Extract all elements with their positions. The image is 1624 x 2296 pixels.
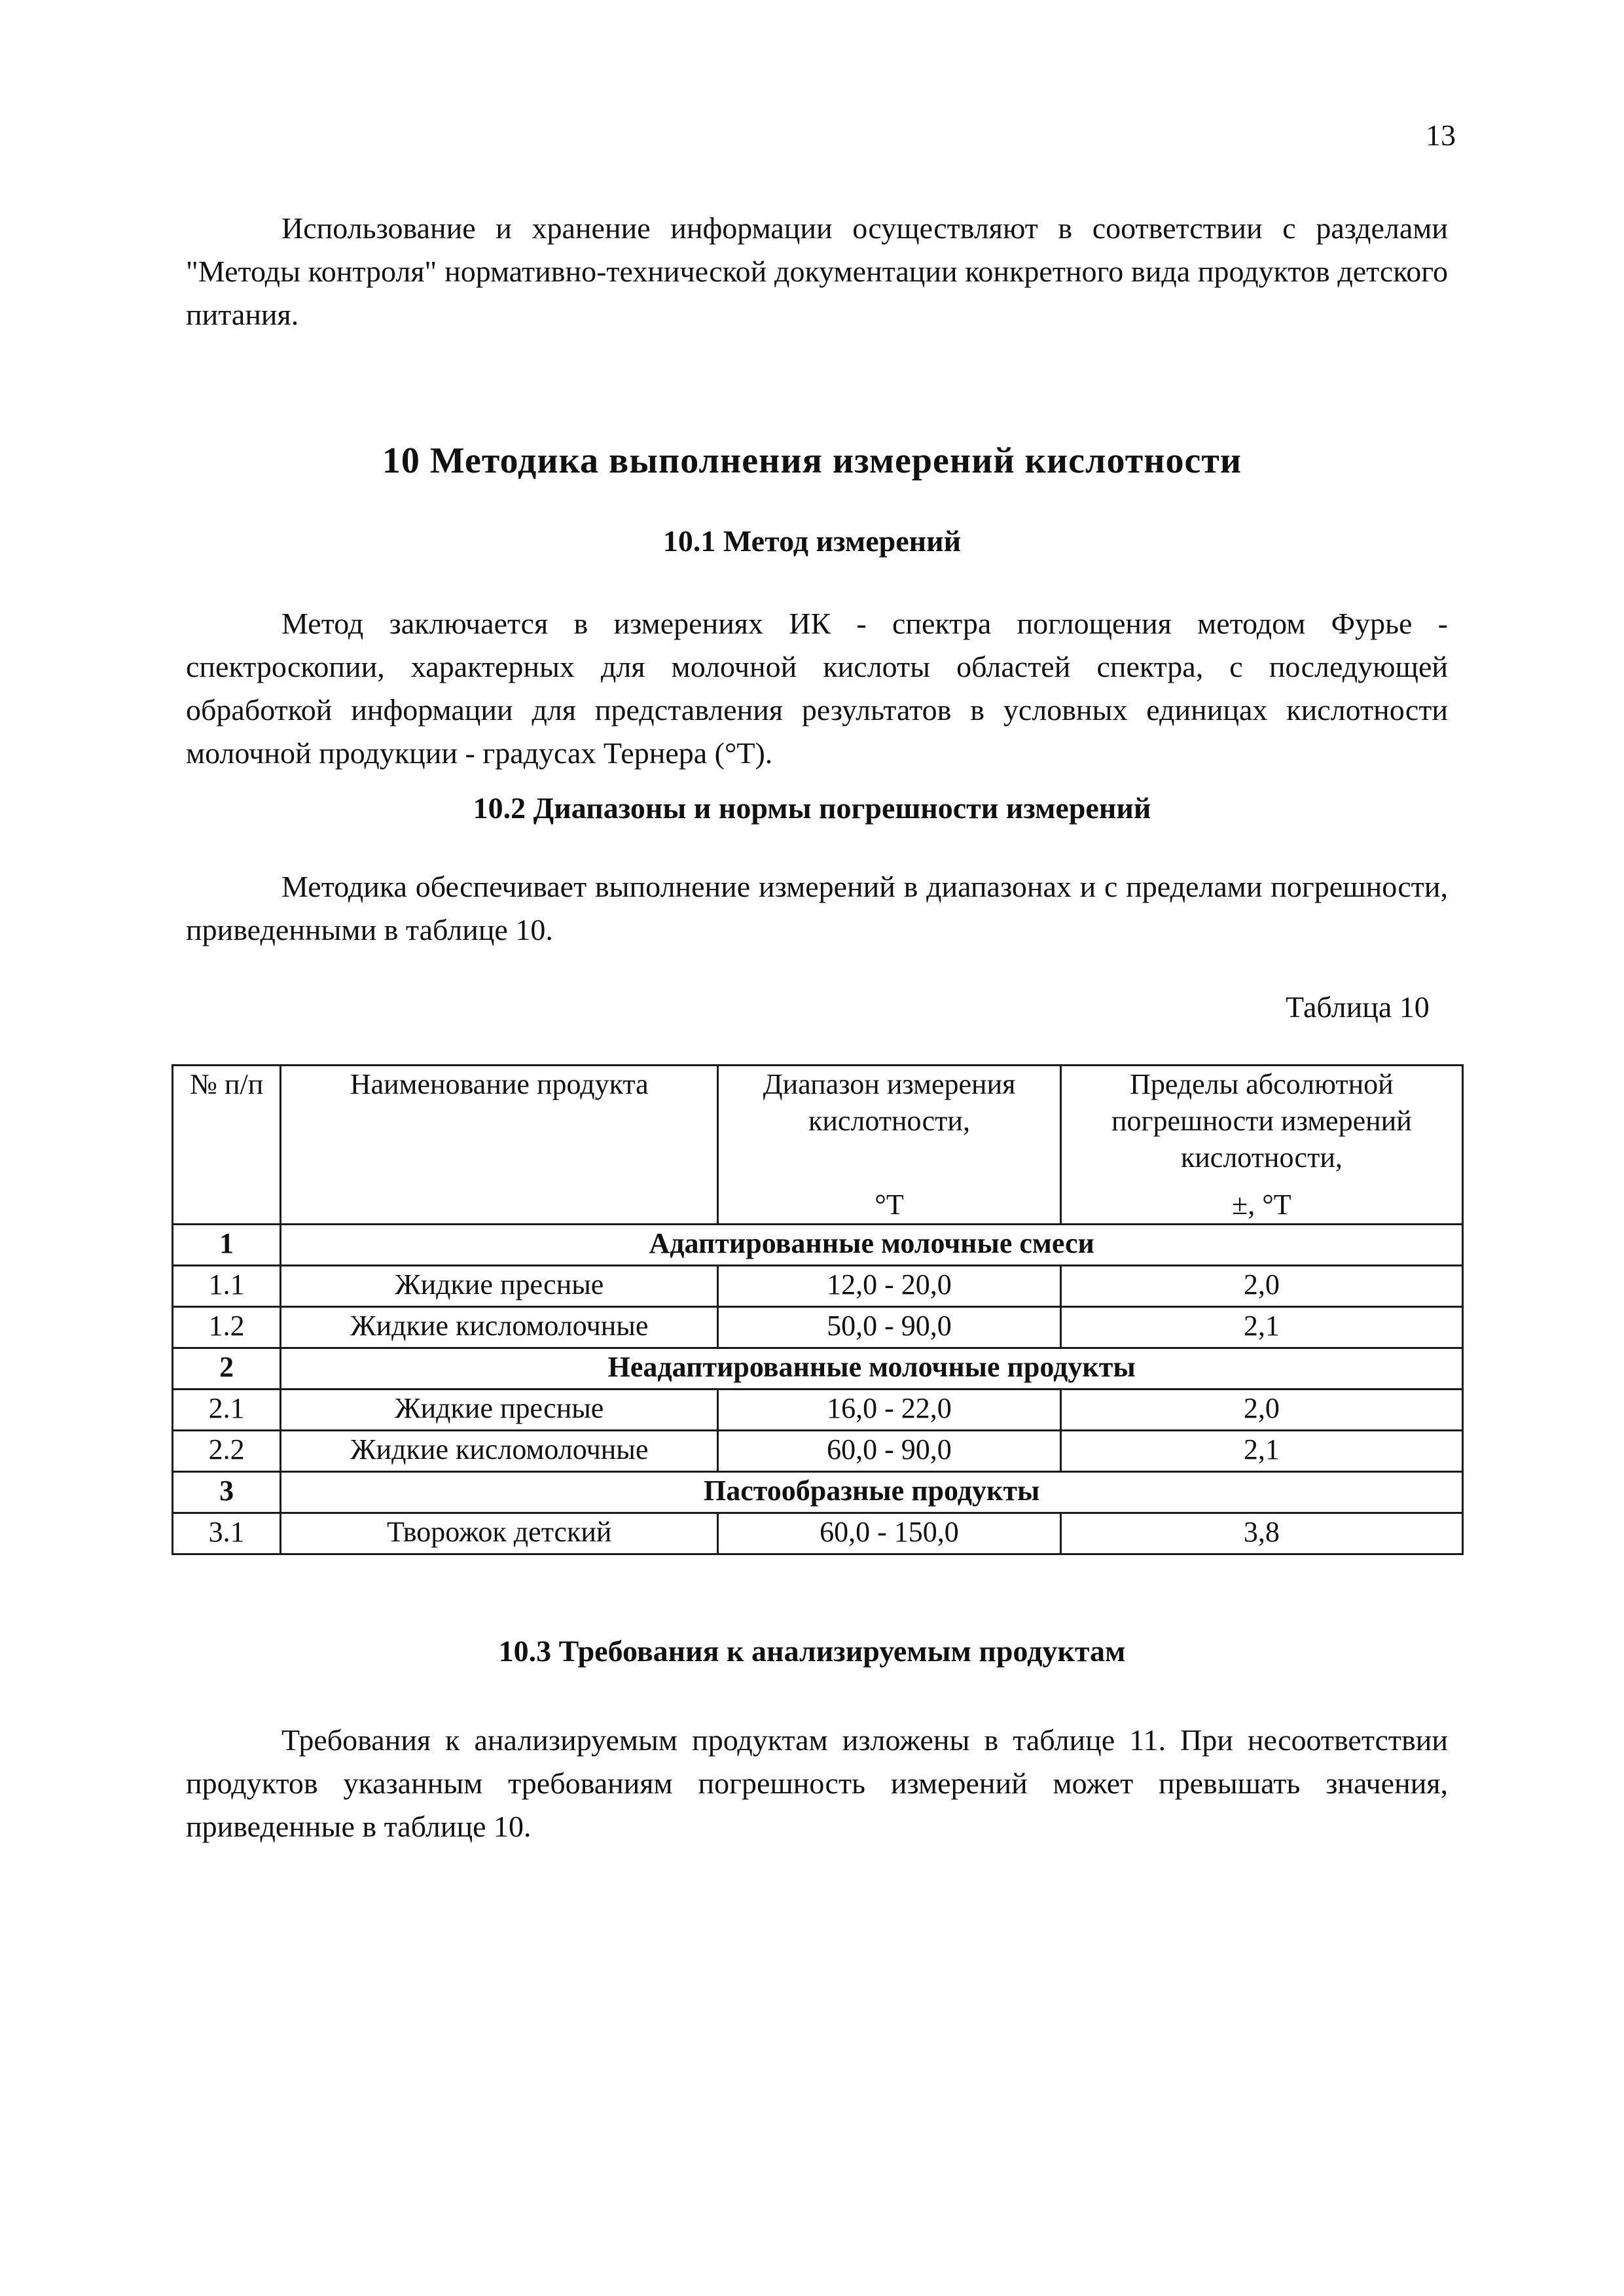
table-group-row [173, 1472, 1463, 1513]
section-title: 10 Методика выполнения измерений кислотности [382, 440, 1242, 481]
table-row [173, 1431, 1463, 1472]
table-group-row [173, 1348, 1463, 1390]
intro-paragraph: Использование и хранение информации осуществляют в соответствии с разделами "Методы контроля" нормативно-технической документации конкретного вида продуктов детского питания. [186, 211, 1448, 331]
table-header-row [173, 1066, 1463, 1225]
group-title: Пастообразные продукты [281, 1472, 1463, 1513]
header-num: № п/п [173, 1066, 281, 1225]
row-range: 60,0 - 90,0 [718, 1431, 1061, 1472]
acidity-table [171, 1064, 1464, 1555]
row-num: 1.2 [173, 1307, 281, 1348]
row-name: Творожок детский [281, 1513, 718, 1554]
header-error-label: Пределы абсолютной погрешности измерений кислотности, [1111, 1068, 1412, 1174]
row-range: 16,0 - 22,0 [718, 1390, 1061, 1431]
row-error: 2,0 [1060, 1390, 1462, 1431]
table-caption: Таблица 10 [1286, 990, 1430, 1024]
row-error: 3,8 [1060, 1513, 1462, 1554]
subsection-3-text: Требования к анализируемым продуктам изложены в таблице 11. При несоответствии продуктов указанным требованиям погрешность измерений может превышать значения, приведенные в таблице 10. [186, 1723, 1448, 1843]
header-range [718, 1066, 1061, 1225]
group-title: Адаптированные молочные смеси [281, 1225, 1463, 1266]
table-group-row [173, 1225, 1463, 1266]
row-name: Жидкие кисломолочные [281, 1307, 718, 1348]
row-range: 60,0 - 150,0 [718, 1513, 1061, 1554]
subsection-2-text: Методика обеспечивает выполнение измерений в диапазонах и с пределами погрешности, приведенными в таблице 10. [186, 870, 1448, 946]
table-row [173, 1390, 1463, 1431]
table-row [173, 1513, 1463, 1554]
group-num: 2 [173, 1348, 281, 1390]
row-num: 2.2 [173, 1431, 281, 1472]
subsection-2-title: 10.2 Диапазоны и нормы погрешности измерений [473, 791, 1151, 825]
row-error: 2,1 [1060, 1431, 1462, 1472]
page-number: 13 [1426, 118, 1456, 152]
group-num: 1 [173, 1225, 281, 1266]
subsection-1-title: 10.1 Метод измерений [662, 524, 962, 558]
row-range: 50,0 - 90,0 [718, 1307, 1061, 1348]
header-error [1060, 1066, 1462, 1225]
header-range-label: Диапазон измерения кислотности, [763, 1068, 1016, 1137]
row-error: 2,0 [1060, 1266, 1462, 1307]
header-error-unit: ±, °Т [1232, 1189, 1291, 1221]
row-name: Жидкие пресные [281, 1390, 718, 1431]
table-row [173, 1266, 1463, 1307]
header-range-unit: °Т [875, 1189, 904, 1221]
row-num: 1.1 [173, 1266, 281, 1307]
group-title: Неадаптированные молочные продукты [281, 1348, 1463, 1390]
row-error: 2,1 [1060, 1307, 1462, 1348]
group-num: 3 [173, 1472, 281, 1513]
row-num: 2.1 [173, 1390, 281, 1431]
row-name: Жидкие кисломолочные [281, 1431, 718, 1472]
header-name: Наименование продукта [281, 1066, 718, 1225]
row-range: 12,0 - 20,0 [718, 1266, 1061, 1307]
table-row [173, 1307, 1463, 1348]
subsection-3-title: 10.3 Требования к анализируемым продуктам [498, 1634, 1126, 1668]
subsection-1-text: Метод заключается в измерениях ИК - спектра поглощения методом Фурье - спектроскопии, характерных для молочной кислоты областей спектра, с последующей обработкой информации для представления результатов в условных единицах кислотности молочной продукции - градусах Тернера (°Т). [186, 607, 1448, 770]
row-name: Жидкие пресные [281, 1266, 718, 1307]
row-num: 3.1 [173, 1513, 281, 1554]
